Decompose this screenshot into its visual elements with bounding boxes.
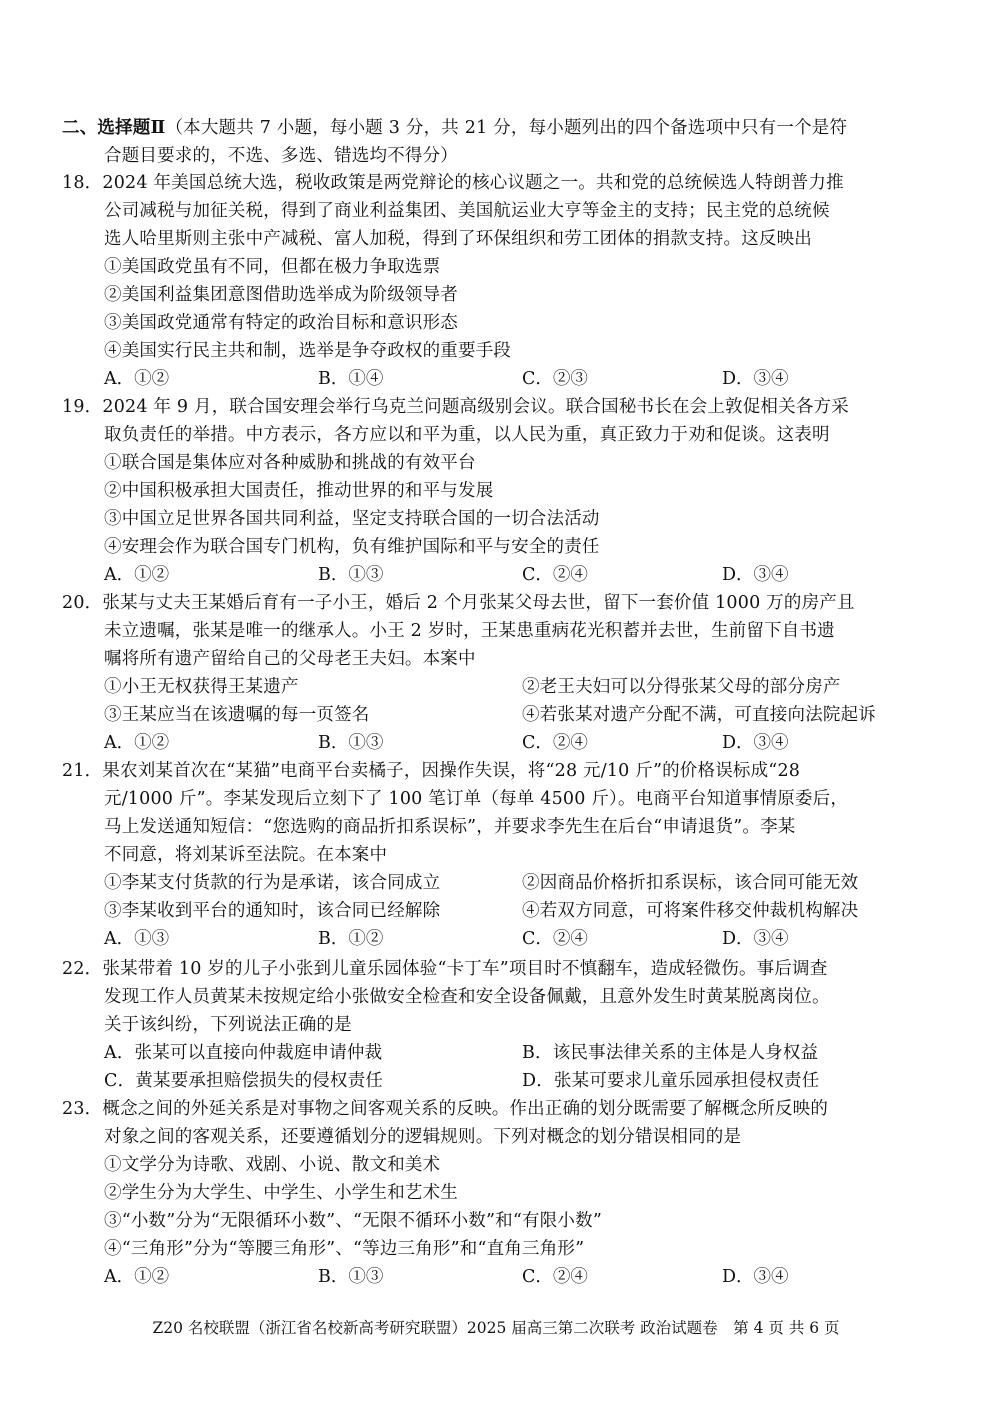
answer-option-d: D．③④ [722,369,789,389]
answer-option-c: C．②③ [522,369,588,389]
section-header [62,114,847,142]
answer-option-a: A．①② [104,1267,170,1287]
statement-item: ②老王夫妇可以分得张某父母的部分房产 [522,677,841,697]
statement-item: ①李某支付货款的行为是承诺，该合同成立 [104,873,441,893]
question-stem-line: 19．2024 年 9 月，联合国安理会举行乌克兰问题高级别会议。联合国秘书长在会上敦促相关各方采 [62,397,849,417]
statement-item: ③李某收到平台的通知时，该合同已经解除 [104,901,441,921]
question-stem-line: 取负责任的举措。中方表示，各方应以和平为重，以人民为重，真正致力于劝和促谈。这表明 [104,425,830,445]
answer-option-b: B．①② [318,929,384,949]
answer-option-a: A．①③ [104,929,170,949]
question-stem-line: 选人哈里斯则主张中产减税、富人加税，得到了环保组织和劳工团体的捐款支持。这反映出 [104,229,812,249]
answer-option-d: D．③④ [722,565,789,585]
page-footer: Z20 名校联盟（浙江省名校新高考研究联盟）2025 届高三第二次联考 政治试题卷 第 4 页 共 6 页 [152,1319,840,1337]
answer-option-c: C．②④ [522,733,588,753]
answer-option-c: C．②④ [522,929,588,949]
question-stem-line: 发现工作人员黄某未按规定给小张做安全检查和安全设备佩戴，且意外发生时黄某脱离岗位。 [104,987,830,1007]
statement-item: ③中国立足世界各国共同利益，坚定支持联合国的一切合法活动 [104,509,600,529]
question-stem-line: 公司减税与加征关税，得到了商业利益集团、美国航运业大亨等金主的支持；民主党的总统候 [104,201,830,221]
question-stem-line: 不同意，将刘某诉至法院。在本案中 [104,845,388,865]
answer-option-b: B．①③ [318,1267,384,1287]
question-stem-line: 23．概念之间的外延关系是对事物之间客观关系的反映。作出正确的划分既需要了解概念所反映的 [62,1099,829,1119]
section-description: （本大题共 7 小题，每小题 3 分，共 21 分，每小题列出的四个备选项中只有一个是符 [165,118,848,138]
answer-option-d: D．张某可要求儿童乐园承担侵权责任 [522,1071,820,1091]
answer-option-d: D．③④ [722,1267,789,1287]
question-stem-line: 对象之间的客观关系，还要遵循划分的逻辑规则。下列对概念的划分错误相同的是 [104,1127,742,1147]
statement-item: ④若双方同意，可将案件移交仲裁机构解决 [522,901,859,921]
section-title: 二、选择题Ⅱ [62,118,166,138]
statement-item: ④美国实行民主共和制，选举是争夺政权的重要手段 [104,341,512,361]
statement-item: ③王某应当在该遗嘱的每一页签名 [104,705,370,725]
statement-item: ②学生分为大学生、中学生、小学生和艺术生 [104,1183,458,1203]
question-stem-line: 18．2024 年美国总统大选，税收政策是两党辩论的核心议题之一。共和党的总统候选人特朗普力推 [62,173,844,193]
answer-option-b: B．该民事法律关系的主体是人身权益 [522,1043,819,1063]
answer-option-a: A．①② [104,369,170,389]
answer-option-a: A．①② [104,565,170,585]
statement-item: ④安理会作为联合国专门机构，负有维护国际和平与安全的责任 [104,537,600,557]
answer-option-b: B．①③ [318,733,384,753]
answer-option-c: C．黄某要承担赔偿损失的侵权责任 [104,1071,384,1091]
answer-option-d: D．③④ [722,733,789,753]
statement-item: ②中国积极承担大国责任，推动世界的和平与发展 [104,481,494,501]
question-stem-line: 关于该纠纷，下列说法正确的是 [104,1015,352,1035]
answer-option-d: D．③④ [722,929,789,949]
question-stem-line: 20．张某与丈夫王某婚后育有一子小王，婚后 2 个月张某父母去世，留下一套价值 1000 万的房产且 [62,593,855,613]
answer-option-a: A．①② [104,733,170,753]
answer-option-b: B．①③ [318,565,384,585]
statement-item: ③美国政党通常有特定的政治目标和意识形态 [104,313,458,333]
answer-option-b: B．①④ [318,369,384,389]
question-stem-line: 元/1000 斤”。李某发现后立刻下了 100 笔订单（每单 4500 斤）。电商平台知道事情原委后， [104,789,849,809]
statement-item: ①美国政党虽有不同，但都在极力争取选票 [104,257,441,277]
statement-item: ①文学分为诗歌、戏剧、小说、散文和美术 [104,1155,441,1175]
statement-item: ④“三角形”分为“等腰三角形”、“等边三角形”和“直角三角形” [104,1239,585,1259]
answer-option-c: C．②④ [522,565,588,585]
statement-item: ③“小数”分为“无限循环小数”、“无限不循环小数”和“有限小数” [104,1211,602,1231]
section-description-cont: 合题目要求的，不选、多选、错选均不得分） [104,146,458,166]
question-stem-line: 未立遗嘱，张某是唯一的继承人。小王 2 岁时，王某患重病花光积蓄并去世，生前留下自书遗 [104,621,835,641]
question-stem-line: 21．果农刘某首次在“某猫”电商平台卖橘子，因操作失误，将“28 元/10 斤”的价格误标成“28 [62,761,801,781]
answer-option-a: A．张某可以直接向仲裁庭申请仲裁 [104,1043,383,1063]
statement-item: ①联合国是集体应对各种威胁和挑战的有效平台 [104,453,476,473]
statement-item: ④若张某对遗产分配不满，可直接向法院起诉 [522,705,876,725]
statement-item: ①小王无权获得王某遗产 [104,677,299,697]
question-stem-line: 马上发送通知短信：“您选购的商品折扣系误标”，并要求李先生在后台“申请退货”。李某 [104,817,796,837]
statement-item: ②美国利益集团意图借助选举成为阶级领导者 [104,285,458,305]
answer-option-c: C．②④ [522,1267,588,1287]
question-stem-line: 22．张某带着 10 岁的儿子小张到儿童乐园体验“卡丁车”项目时不慎翻车，造成轻微伤。事后调查 [62,959,828,979]
statement-item: ②因商品价格折扣系误标，该合同可能无效 [522,873,859,893]
question-stem-line: 嘱将所有遗产留给自己的父母老王夫妇。本案中 [104,649,476,669]
